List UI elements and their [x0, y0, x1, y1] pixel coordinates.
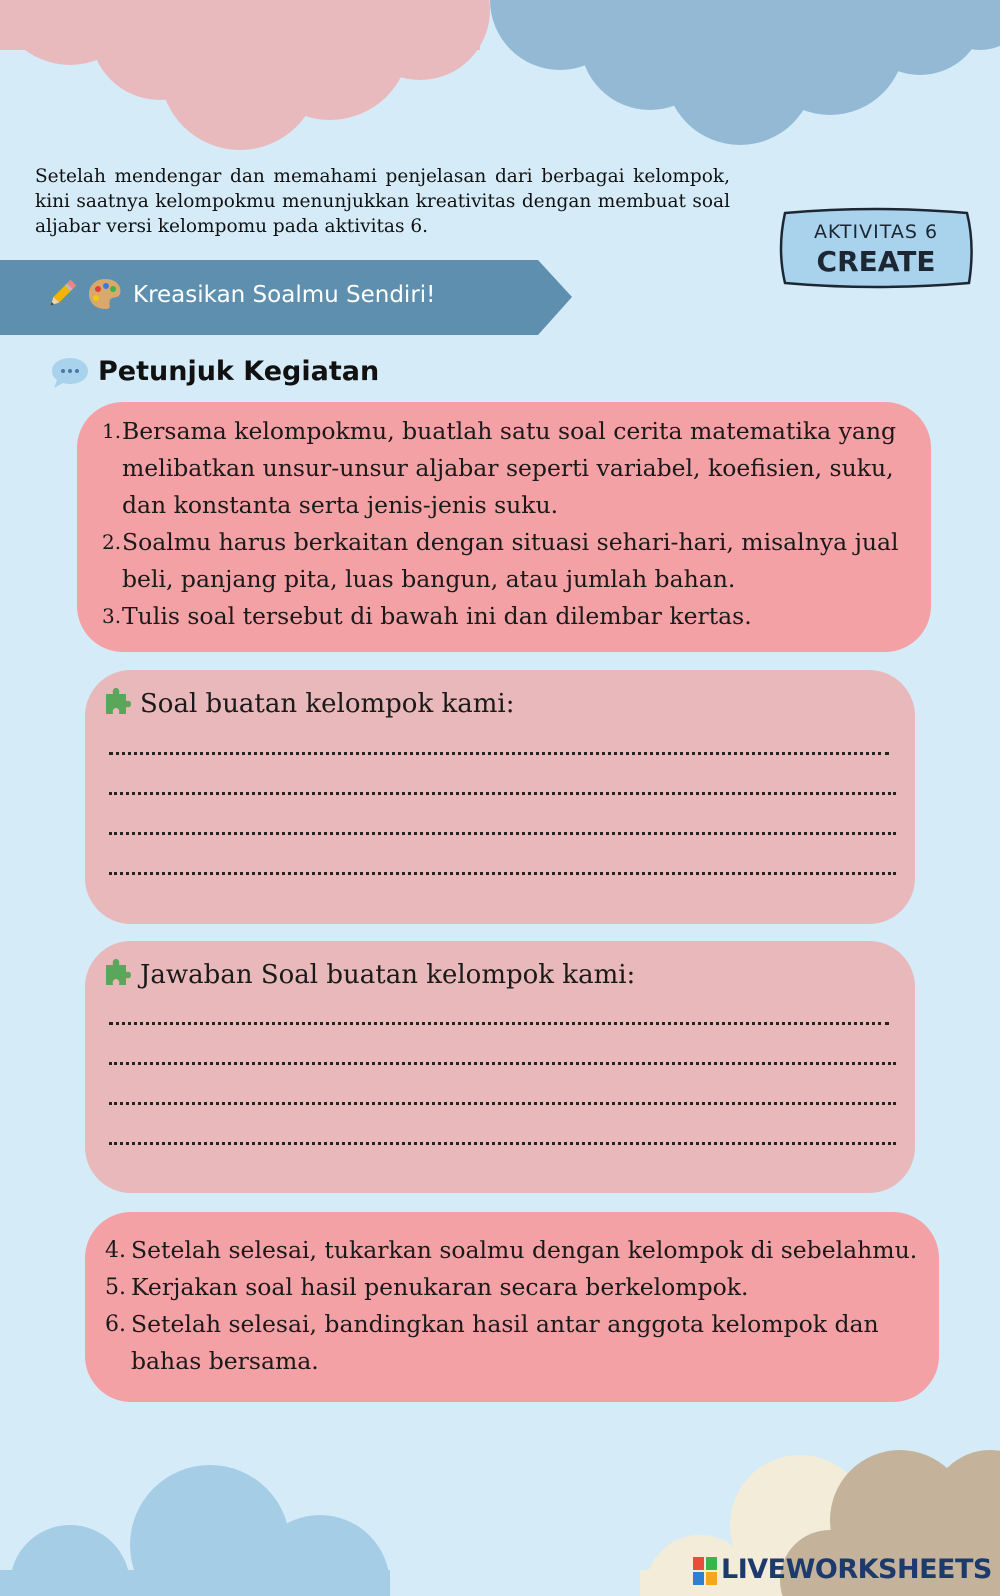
instruction-list-2	[105, 1232, 925, 1380]
activity-type: CREATE	[816, 245, 936, 278]
instruction-list-1	[102, 413, 902, 635]
instruction-text: Setelah selesai, bandingkan hasil antar anggota kelompok dan bahas bersama.	[131, 1310, 879, 1375]
puzzle-icon	[102, 957, 132, 997]
activity-badge	[775, 205, 977, 291]
bottom-left-cloud	[0, 1465, 390, 1596]
question-box	[85, 670, 915, 924]
instruction-item	[105, 1232, 925, 1269]
answer-box-label: Jawaban Soal buatan kelompok kami:	[140, 960, 636, 990]
instructions-box-2	[85, 1212, 939, 1402]
instruction-text: Tulis soal tersebut di bawah ini dan dilembar kertas.	[122, 602, 752, 630]
banner-title: Kreasikan Soalmu Sendiri!	[133, 282, 436, 308]
logo-icon	[693, 1557, 717, 1585]
instruction-text: Soalmu harus berkaitan dengan situasi sehari-hari, misalnya jual beli, panjang pita, luas bangun, atau jumlah bahan.	[122, 528, 899, 593]
instruction-number: 2.	[102, 530, 122, 554]
logo-wordmark: LIVEWORKSHEETS	[721, 1554, 992, 1585]
section-banner	[0, 260, 575, 335]
instruction-item	[102, 524, 902, 598]
instruction-number: 3.	[102, 604, 122, 628]
answer-line[interactable]	[109, 1142, 896, 1145]
instruction-number: 5.	[105, 1275, 126, 1300]
answer-box	[85, 941, 915, 1193]
instruction-item	[102, 598, 902, 635]
instructions-heading-label: Petunjuk Kegiatan	[98, 356, 380, 387]
answer-line[interactable]	[109, 792, 896, 795]
question-box-title	[102, 686, 514, 726]
instruction-number: 1.	[102, 419, 122, 443]
instruction-text: Setelah selesai, tukarkan soalmu dengan kelompok di sebelahmu.	[131, 1236, 918, 1264]
instruction-item	[105, 1269, 925, 1306]
answer-line[interactable]	[109, 832, 896, 835]
intro-paragraph: Setelah mendengar dan memahami penjelasan dari berbagai kelompok, kini saatnya kelompokmu menunjukkan kreativitas dengan membuat soal aljabar versi kelompomu pada aktivitas 6.	[35, 166, 730, 237]
activity-number: AKTIVITAS 6	[813, 221, 939, 243]
instruction-item	[102, 413, 902, 524]
instructions-box-1	[77, 402, 931, 652]
instruction-text: Bersama kelompokmu, buatlah satu soal cerita matematika yang melibatkan unsur-unsur aljabar seperti variabel, koefisien, suku, dan konstanta serta jenis-jenis suku.	[122, 417, 897, 519]
question-box-label: Soal buatan kelompok kami:	[140, 689, 515, 719]
answer-line[interactable]	[109, 872, 896, 875]
instruction-number: 6.	[105, 1312, 126, 1337]
answer-line[interactable]	[109, 752, 889, 755]
instruction-number: 4.	[105, 1238, 126, 1263]
answer-line[interactable]	[109, 1102, 896, 1105]
answer-line[interactable]	[109, 1062, 896, 1065]
speech-bubble-icon	[50, 356, 90, 394]
answer-line[interactable]	[109, 1022, 889, 1025]
puzzle-icon	[102, 686, 132, 726]
instruction-text: Kerjakan soal hasil penukaran secara berkelompok.	[131, 1273, 749, 1301]
answer-box-title	[102, 957, 635, 997]
instruction-item	[105, 1306, 925, 1380]
